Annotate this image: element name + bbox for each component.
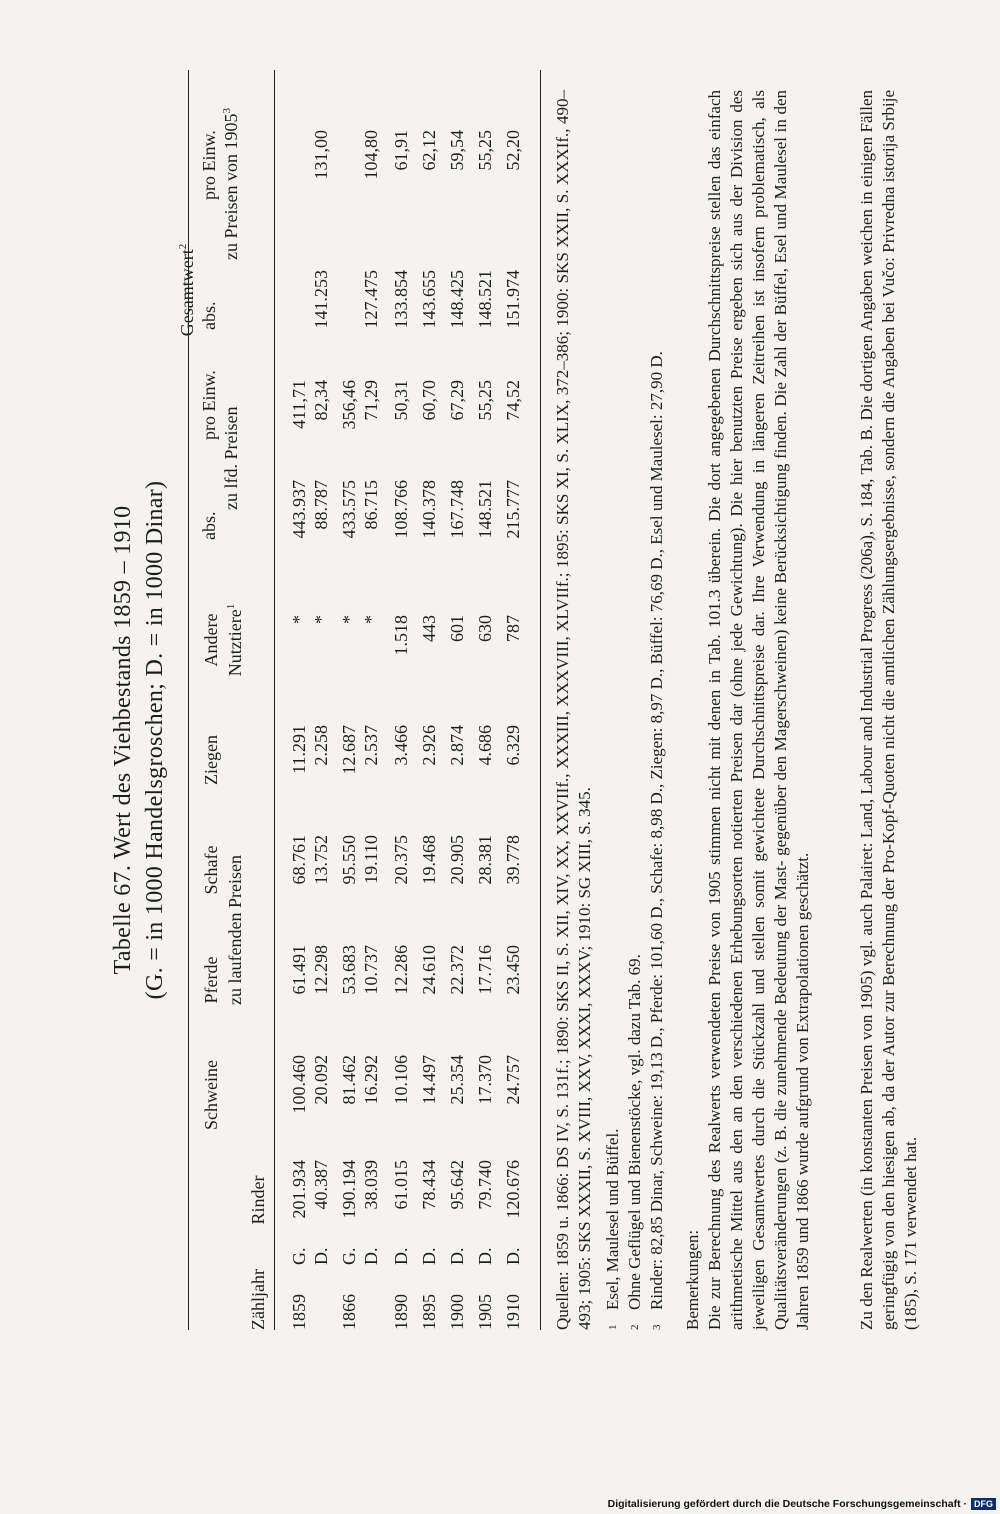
cell-pe-lfd: 50,31 <box>391 380 411 421</box>
cell-pe-1905: 52,20 <box>503 130 523 171</box>
cell-year: 1910 <box>503 1294 523 1330</box>
cell-abs-lfd: 443.937 <box>289 480 309 539</box>
cell-year: 1890 <box>391 1294 411 1330</box>
cell-unit: D. <box>391 1247 411 1265</box>
cell-abs-lfd: 108.766 <box>391 480 411 539</box>
cell-pferde: 10.737 <box>361 945 381 995</box>
cell-pe-1905: 131,00 <box>311 130 331 180</box>
cell-rinder: 201.934 <box>289 1160 309 1219</box>
footnote-3: 3Rinder: 82,85 Dinar, Schweine: 19,13 D., Pferde: 101,60 D., Schafe: 8,98 D., Ziegen: 8,97 D., Büffel: 76,69 D., Esel und Maulesel: 27,90 D. <box>647 351 666 1330</box>
cell-rinder: 190.194 <box>339 1160 359 1219</box>
cell-pferde: 12.298 <box>311 945 331 995</box>
remarks-paragraph-1: Die zur Berechnung des Realwerts verwendeten Preise von 1905 stimmen nicht mit denen in Tab. 101.3 überein. Die dort angegebenen Durchschnittspreise stellen das einfach arithmetische Mittel aus den an den verschiedenen Erhebungsorten notierten Preisen dar (ohne jede Gewichtung). Die hier benutzten Preise ergeben sich aus der Division des jeweiligen Gesamtwertes durch die Stückzahl und stellen somit gewichtete Durchschnittspreise dar. Ihre Verwendung in längeren Zeitreihen ist insofern problematisch, als Qualitätsveränderungen (z. B. die zunehmende Bedeutung der Mast- gegenüber den Magerschweinen) keine Berücksichtigung finden. Die Zahl der Büffel, Esel und Maulesel in den Jahren 1859 und 1866 wurde aufgrund von Extrapolationen geschätzt. <box>705 90 812 1330</box>
cell-abs-1905: 141.253 <box>311 270 331 329</box>
cell-pferde: 53.683 <box>339 945 359 995</box>
cell-andere: 443 <box>419 615 439 642</box>
header-gesamtwert: Gesamtwert$^2$ <box>177 243 197 337</box>
cell-andere: * <box>311 615 331 624</box>
cell-pe-lfd: 74,52 <box>503 380 523 421</box>
dfg-logo: DFG <box>971 1498 996 1510</box>
header-nutztiere: Nutztiere$^1$ <box>225 603 245 677</box>
bottom-rule <box>540 70 541 1330</box>
cell-andere: * <box>361 615 381 624</box>
cell-ziegen: 2.874 <box>447 725 467 766</box>
cell-andere: * <box>289 615 309 624</box>
cell-schweine: 25.354 <box>447 1055 467 1105</box>
table-title: Tabelle 67. Wert des Viehbestands 1859 – 1910 <box>110 505 136 975</box>
cell-ziegen: 2.258 <box>311 725 331 766</box>
cell-pe-1905: 59,54 <box>447 130 467 171</box>
cell-ziegen: 2.537 <box>361 725 381 766</box>
cell-andere: 1.518 <box>391 615 411 656</box>
cell-unit: G. <box>289 1247 309 1265</box>
cell-pe-1905: 61,91 <box>391 130 411 171</box>
cell-abs-1905: 133.854 <box>391 270 411 329</box>
cell-unit: D. <box>475 1247 495 1265</box>
cell-ziegen: 12.687 <box>339 725 359 775</box>
cell-pe-lfd: 356,46 <box>339 380 359 430</box>
cell-pe-1905: 55,25 <box>475 130 495 171</box>
header-lfd-preisen: zu laufenden Preisen <box>225 855 245 1005</box>
footer-bar <box>608 1498 996 1510</box>
cell-pferde: 23.450 <box>503 945 523 995</box>
cell-year: 1866 <box>339 1294 359 1330</box>
header-rule <box>274 70 275 1330</box>
cell-pe-lfd: 82,34 <box>311 380 331 421</box>
cell-schafe: 13.752 <box>311 835 331 885</box>
cell-rinder: 61.015 <box>391 1160 411 1210</box>
cell-schweine: 10.106 <box>391 1055 411 1105</box>
cell-rinder: 79.740 <box>475 1160 495 1210</box>
cell-rinder: 95.642 <box>447 1160 467 1210</box>
cell-andere: 630 <box>475 615 495 642</box>
cell-rinder: 40.387 <box>311 1160 331 1210</box>
cell-pferde: 61.491 <box>289 945 309 995</box>
header-lfd-preisen-2: zu lfd. Preisen <box>221 406 241 510</box>
table-subtitle: (G. = in 1000 Handelsgroschen; D. = in 1000 Dinar) <box>142 480 168 1000</box>
cell-year: 1895 <box>419 1294 439 1330</box>
cell-unit: D. <box>419 1247 439 1265</box>
cell-schafe: 20.375 <box>391 835 411 885</box>
cell-schweine: 24.757 <box>503 1055 523 1105</box>
header-pro-einw-lfd: pro Einw. <box>199 370 219 440</box>
cell-unit: D. <box>311 1247 331 1265</box>
cell-schweine: 20.092 <box>311 1055 331 1105</box>
cell-schafe: 39.778 <box>503 835 523 885</box>
cell-pferde: 22.372 <box>447 945 467 995</box>
header-pro-einw-1905: pro Einw. <box>199 130 219 200</box>
cell-schafe: 19.110 <box>361 835 381 884</box>
cell-pe-lfd: 71,29 <box>361 380 381 421</box>
cell-schafe: 95.550 <box>339 835 359 885</box>
header-pferde: Pferde <box>201 956 221 1004</box>
cell-schweine: 81.462 <box>339 1055 359 1105</box>
header-abs-lfd: abs. <box>199 511 219 540</box>
cell-abs-1905: 127.475 <box>361 270 381 329</box>
cell-ziegen: 3.466 <box>391 725 411 766</box>
cell-year: 1900 <box>447 1294 467 1330</box>
cell-schafe: 28.381 <box>475 835 495 885</box>
cell-pferde: 12.286 <box>391 945 411 995</box>
cell-schweine: 14.497 <box>419 1055 439 1105</box>
cell-pferde: 17.716 <box>475 945 495 995</box>
header-schafe: Schafe <box>201 845 221 895</box>
cell-abs-1905: 148.521 <box>475 270 495 329</box>
cell-rinder: 120.676 <box>503 1160 523 1219</box>
header-year: Zähljahr <box>248 1269 268 1330</box>
cell-pferde: 24.610 <box>419 945 439 995</box>
cell-schafe: 19.468 <box>419 835 439 885</box>
cell-andere: * <box>339 615 359 624</box>
cell-andere: 601 <box>447 615 467 642</box>
cell-unit: D. <box>503 1247 523 1265</box>
footnote-1: 1Esel, Maulesel und Büffel. <box>603 1128 622 1330</box>
footer-text: Digitalisierung gefördert durch die Deutsche Forschungsgemeinschaft · <box>607 1498 967 1510</box>
cell-abs-lfd: 140.378 <box>419 480 439 539</box>
cell-ziegen: 4.686 <box>475 725 495 766</box>
cell-abs-1905: 143.655 <box>419 270 439 329</box>
cell-unit: D. <box>447 1247 467 1265</box>
remarks-heading: Bemerkungen: <box>683 1229 702 1330</box>
cell-schweine: 16.292 <box>361 1055 381 1105</box>
cell-abs-lfd: 88.787 <box>311 480 331 530</box>
header-schweine: Schweine <box>201 1060 221 1130</box>
cell-abs-1905: 151.974 <box>503 270 523 329</box>
cell-year: 1859 <box>289 1294 309 1330</box>
cell-schafe: 20.905 <box>447 835 467 885</box>
cell-ziegen: 11.291 <box>289 725 309 774</box>
cell-pe-lfd: 55,25 <box>475 380 495 421</box>
cell-schafe: 68.761 <box>289 835 309 885</box>
cell-ziegen: 2.926 <box>419 725 439 766</box>
cell-ziegen: 6.329 <box>503 725 523 766</box>
cell-rinder: 38.039 <box>361 1160 381 1210</box>
cell-abs-lfd: 215.777 <box>503 480 523 539</box>
cell-abs-lfd: 148.521 <box>475 480 495 539</box>
cell-schweine: 100.460 <box>289 1055 309 1114</box>
header-andere: Andere <box>201 613 221 667</box>
cell-unit: G. <box>339 1247 359 1265</box>
cell-pe-lfd: 411,71 <box>289 380 309 429</box>
cell-rinder: 78.434 <box>419 1160 439 1210</box>
header-abs-1905: abs. <box>199 301 219 330</box>
cell-year: 1905 <box>475 1294 495 1330</box>
cell-abs-lfd: 433.575 <box>339 480 359 539</box>
header-rinder: Rinder <box>248 1175 268 1225</box>
footnote-2: 2Ohne Geflügel und Bienenstöcke, vgl. dazu Tab. 69. <box>625 954 644 1330</box>
cell-pe-lfd: 67,29 <box>447 380 467 421</box>
cell-schweine: 17.370 <box>475 1055 495 1105</box>
rotated-page <box>110 40 1000 1440</box>
cell-pe-1905: 104,80 <box>361 130 381 180</box>
cell-andere: 787 <box>503 615 523 642</box>
header-preisen-1905: zu Preisen von 1905$^3$ <box>221 108 241 260</box>
remarks-paragraph-2: Zu den Realwerten (in konstanten Preisen von 1905) vgl. auch Palairet: Land, Labour and Industrial Progress (206a), S. 184, Tab. B. Die dortigen Angaben weichen in einigen Fällen geringfügig von den hiesigen ab, da der Autor zur Berechnung der Pro-Kopf-Quoten nicht die amtlichen Zählungsergebnisse, sondern die Angaben bei Vučo: Privredna istorija Srbije (185), S. 171 verwendet hat. <box>857 90 920 1330</box>
cell-pe-1905: 62,12 <box>419 130 439 171</box>
cell-abs-lfd: 86.715 <box>361 480 381 530</box>
header-ziegen: Ziegen <box>201 735 221 785</box>
cell-abs-1905: 148.425 <box>447 270 467 329</box>
sources-note: Quellen: 1859 u. 1866: DS IV, S. 131f.; 1890: SKS II, S. XII, XIV, XX, XXVIIf., XXXIII, XXXVIII, XLVIIf.; 1895: SKS XI, S. XLIX, 372–386; 1900: SKS XXII, S. XXXIf., 490–493; 1905: SKS XXXII, S. XVIII, XXV, XXXI, XXXV; 1910: SG XIII, S. 345. <box>553 90 594 1330</box>
cell-unit: D. <box>361 1247 381 1265</box>
cell-pe-lfd: 60,70 <box>419 380 439 421</box>
cell-abs-lfd: 167.748 <box>447 480 467 539</box>
